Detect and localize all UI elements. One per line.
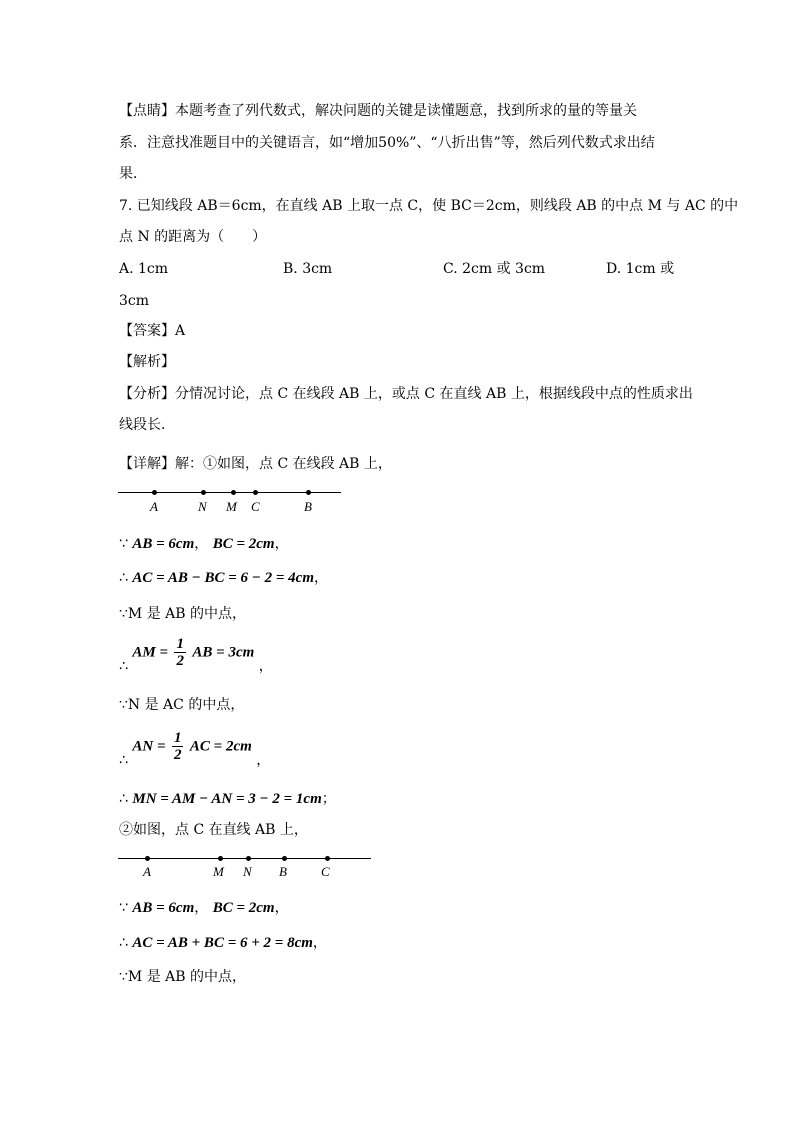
point-a: [152, 490, 157, 495]
question-line-2: 点 N 的距离为（ ）: [119, 229, 267, 245]
label-b: B: [304, 499, 312, 514]
detail-intro: 【详解】解：①如图，点 C 在线段 AB 上，: [119, 456, 392, 472]
option-b: B. 3cm: [283, 261, 333, 277]
comment-line-3: 果．: [119, 166, 147, 182]
eq-ab: AB = 6cm: [132, 900, 195, 916]
eq-an-rhs: AC = 2cm: [189, 738, 252, 755]
point-a: [145, 856, 150, 861]
comma: ，: [314, 570, 328, 586]
point-m: [218, 856, 223, 861]
comment-line-1: 【点睛】本题考查了列代数式，解决问题的关键是读懂题意，找到所求的量的等量关: [119, 103, 637, 119]
because-symbol: ∵: [119, 536, 128, 552]
answer: 【答案】A: [119, 323, 186, 339]
comma: ，: [256, 752, 271, 769]
label-a: A: [143, 864, 151, 879]
option-d: D. 1cm 或: [606, 261, 675, 277]
option-c: C. 2cm 或 3cm: [443, 261, 546, 277]
case2-intro: ②如图，点 C 在直线 AB 上，: [119, 822, 308, 838]
case1-step-1: [119, 534, 289, 554]
case1-step-6: [119, 730, 270, 772]
case1-step-2: [119, 568, 328, 588]
point-n: [201, 490, 206, 495]
point-c: [253, 490, 258, 495]
point-c: [325, 856, 330, 861]
eq-an-lhs: AN =: [132, 738, 166, 755]
therefore-symbol: ∴: [119, 752, 128, 769]
label-m: M: [213, 864, 224, 879]
label-c: C: [321, 864, 330, 879]
comment-line-2: 系．注意找准题目中的关键语言，如“增加50%”、“八折出售”等，然后列代数式求出结: [119, 135, 655, 151]
fraction-half: $\frac{1}{2}$: [176, 636, 184, 669]
because-symbol: ∵: [119, 900, 128, 916]
comma: ，: [194, 536, 209, 552]
label-n: N: [198, 499, 207, 514]
line-axis: [118, 858, 371, 859]
label-c: C: [251, 499, 260, 514]
eq-bc: BC = 2cm: [212, 536, 275, 552]
therefore-symbol: ∴: [119, 791, 128, 807]
eq-bc: BC = 2cm: [212, 900, 275, 916]
label-b: B: [279, 864, 287, 879]
eq-am-rhs: AB = 3cm: [192, 644, 255, 661]
segment-diagram-2: [118, 852, 378, 882]
comma: ，: [274, 900, 289, 916]
point-b: [282, 856, 287, 861]
comma: ，: [194, 900, 209, 916]
question-line-1: 7. 已知线段 AB＝6cm，在直线 AB 上取一点 C，使 BC＝2cm，则线段 AB 的中点 M 与 AC 的中: [119, 198, 739, 214]
segment-diagram-1: [118, 486, 348, 516]
case1-step-7: [119, 789, 336, 809]
semicolon: ；: [321, 791, 336, 807]
eq-ab: AB = 6cm: [132, 536, 195, 552]
case1-step-4: [119, 636, 273, 678]
comma: ，: [274, 536, 289, 552]
case2-step-3: ∵M 是 AB 的中点，: [119, 969, 246, 985]
option-a: A. 1cm: [119, 261, 169, 277]
case1-step-5: ∵N 是 AC 的中点，: [119, 697, 245, 713]
point-n: [246, 856, 251, 861]
option-d-continued: 3cm: [119, 293, 150, 309]
comma: ，: [258, 658, 273, 675]
analysis-line-2: 线段长．: [119, 417, 175, 433]
point-b: [306, 490, 311, 495]
label-a: A: [150, 499, 158, 514]
eq-mn: MN = AM − AN = 3 − 2 = 1cm: [132, 791, 322, 807]
label-m: M: [226, 499, 237, 514]
fraction-half: $\frac{1}{2}$: [173, 730, 182, 763]
therefore-symbol: ∴: [119, 658, 128, 675]
case2-step-2: [119, 933, 327, 953]
therefore-symbol: ∴: [119, 570, 128, 586]
eq-ac: AC = AB − BC = 6 − 2 = 4cm: [132, 570, 314, 586]
comma: ，: [312, 935, 327, 951]
eq-am-lhs: AM =: [132, 644, 169, 661]
eq-ac: AC = AB + BC = 6 + 2 = 8cm: [132, 935, 313, 951]
point-m: [231, 490, 236, 495]
case1-step-3: ∵M 是 AB 的中点，: [119, 606, 246, 622]
analysis-title: 【解析】: [119, 354, 175, 370]
case2-step-1: [119, 898, 289, 918]
label-n: N: [243, 864, 252, 879]
analysis-line-1: 【分析】分情况讨论，点 C 在线段 AB 上，或点 C 在直线 AB 上，根据线段中点的性质求出: [119, 386, 693, 402]
therefore-symbol: ∴: [119, 935, 128, 951]
